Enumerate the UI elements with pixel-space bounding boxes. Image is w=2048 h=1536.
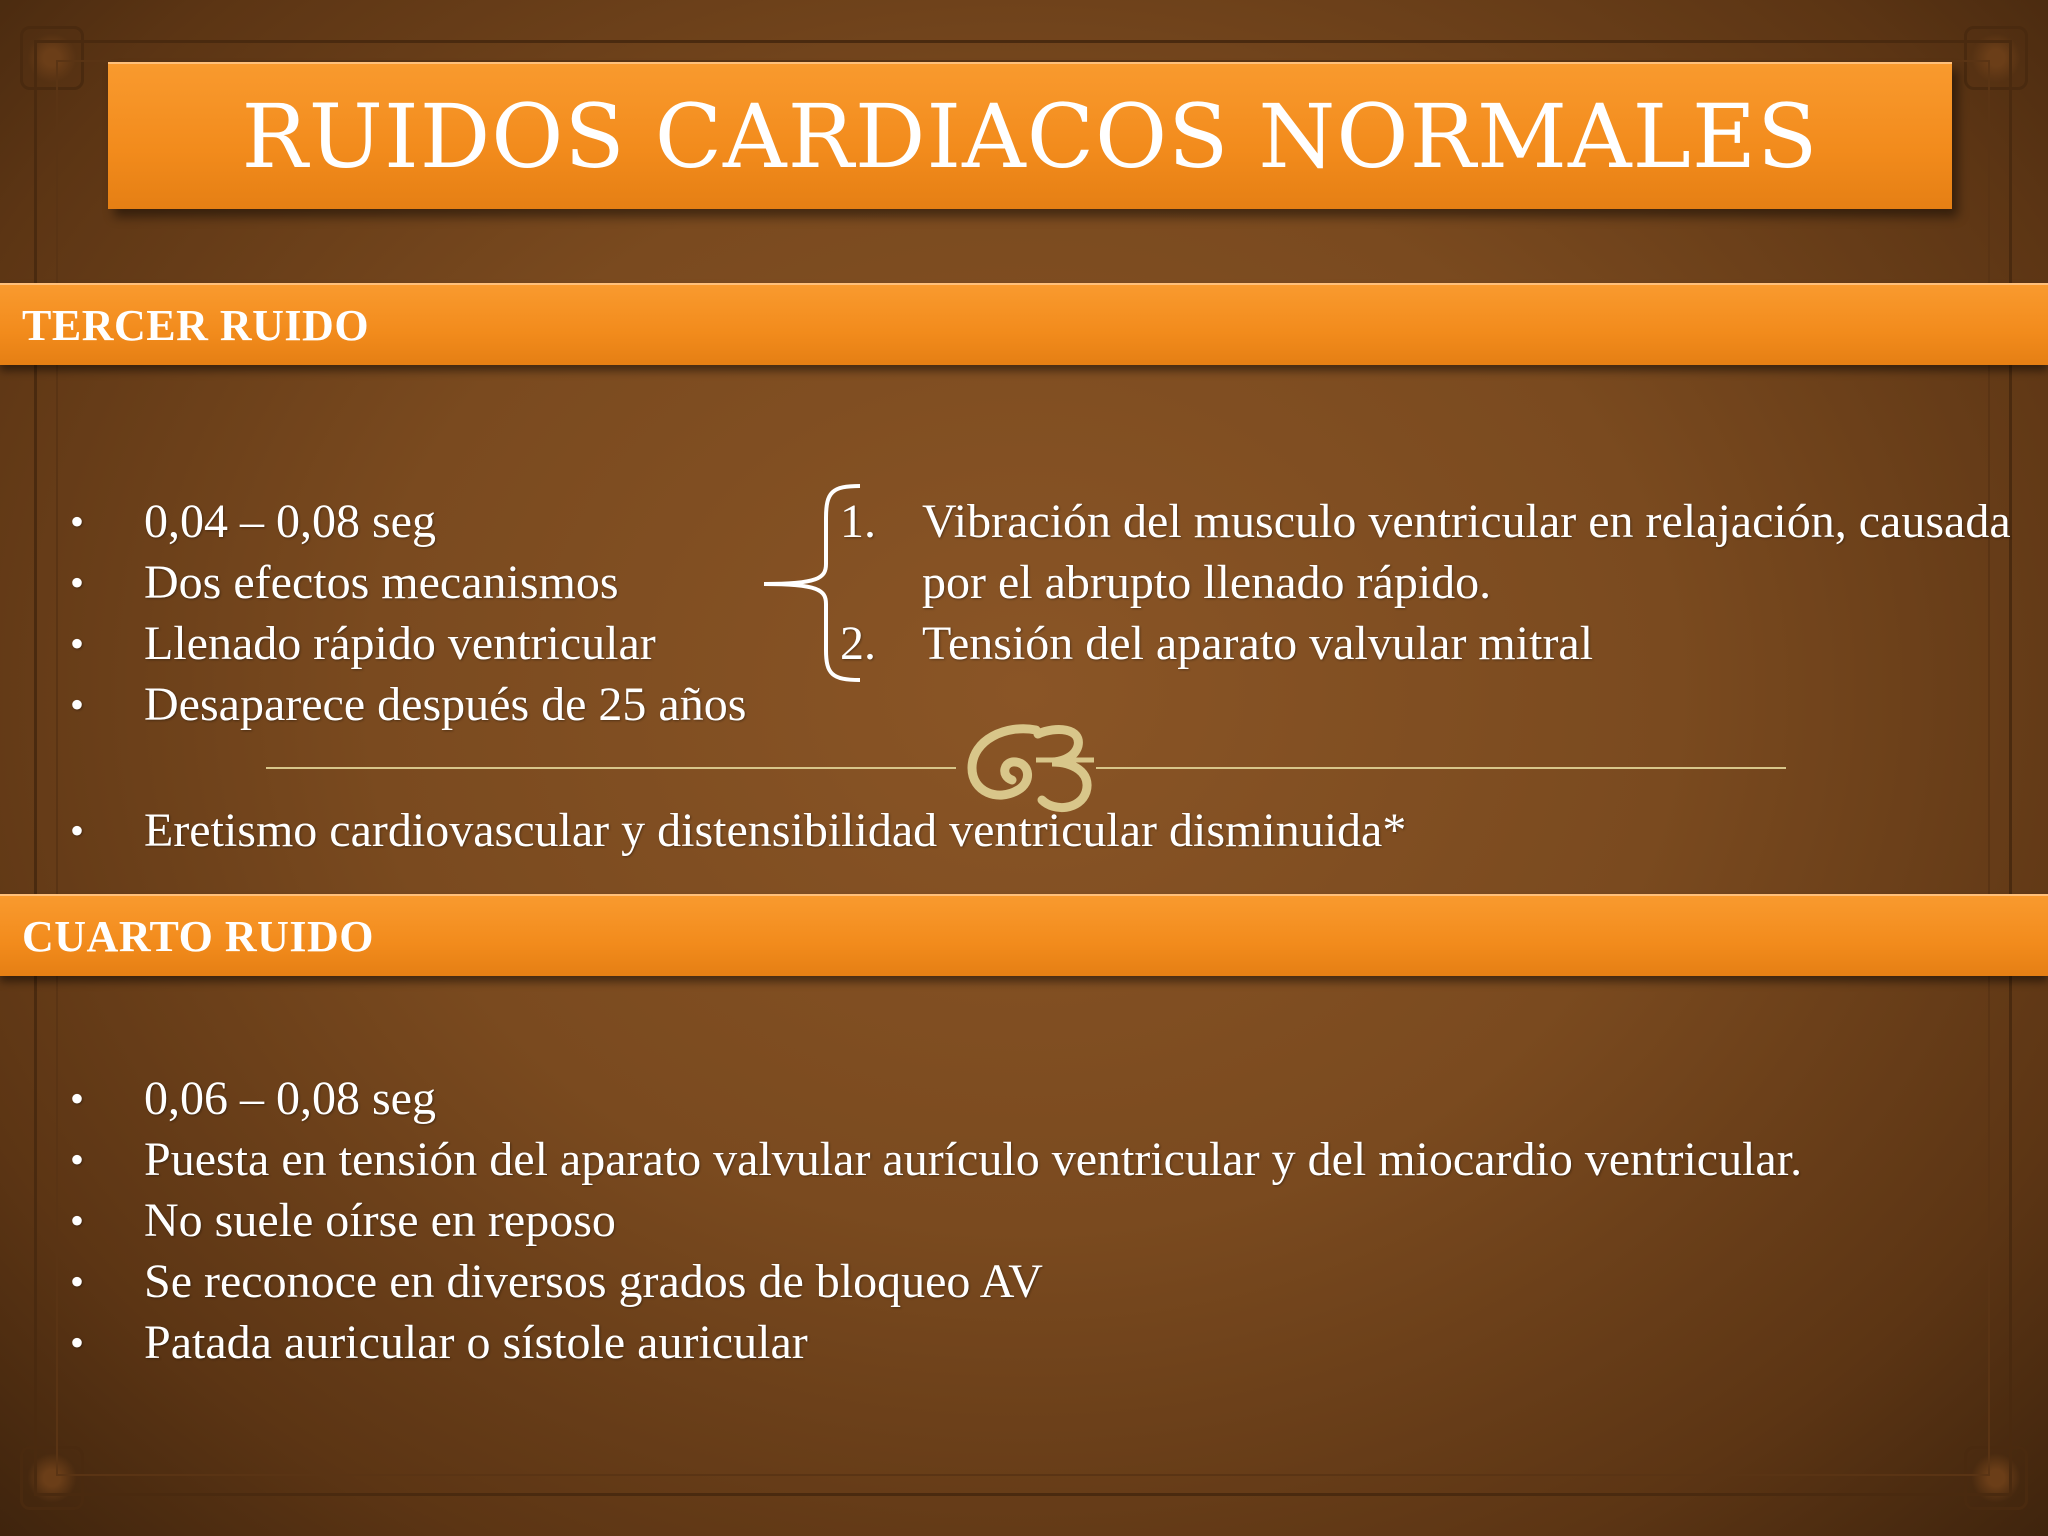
tercer-extra-list [68,800,1868,861]
list-item [840,491,2030,613]
bullet-icon: • [70,1076,85,1121]
cuarto-bullet-list [68,1068,1928,1373]
bullet-icon: • [70,682,85,727]
section-header-label: TERCER RUIDO [22,300,370,350]
bullet-text: 0,04 – 0,08 seg [144,495,436,548]
list-number: 1. [840,495,876,548]
mechanism-text: Vibración del musculo ventricular en relajación, causada por el abrupto llenado rápido. [922,495,2011,609]
list-item [68,1312,1928,1373]
slide-title: RUIDOS CARDIACOS NORMALES [241,85,1819,188]
bullet-icon: • [70,499,85,544]
bullet-icon: • [70,808,85,853]
list-item [68,1251,1928,1312]
bullet-icon: • [70,1198,85,1243]
bullet-text: Eretismo cardiovascular y distensibilidad ventricular disminuida* [144,804,1407,857]
mechanism-list [840,491,2030,674]
bullet-text: Desaparece después de 25 años [144,678,747,731]
list-item [68,1190,1928,1251]
list-number: 2. [840,617,876,670]
bullet-text: Llenado rápido ventricular [144,617,656,670]
bullet-text: Dos efectos mecanismos [144,556,619,609]
list-item [68,1129,1928,1190]
section-header-label: CUARTO RUIDO [22,911,375,961]
list-item [68,800,1868,861]
mechanism-text: Tensión del aparato valvular mitral [922,617,1594,670]
bullet-icon: • [70,1259,85,1304]
bullet-text: 0,06 – 0,08 seg [144,1072,436,1125]
list-item [68,1068,1928,1129]
bullet-text: Patada auricular o sístole auricular [144,1316,808,1369]
bullet-icon: • [70,621,85,666]
section-header-cuarto [0,894,2048,976]
title-banner [108,62,1952,209]
bullet-icon: • [70,1320,85,1365]
bullet-text: Puesta en tensión del aparato valvular aurículo ventricular y del miocardio ventricular. [144,1133,1803,1186]
section-header-tercer [0,283,2048,365]
bullet-icon: • [70,560,85,605]
bullet-icon: • [70,1137,85,1182]
bullet-text: No suele oírse en reposo [144,1194,616,1247]
list-item [840,613,2030,674]
bullet-text: Se reconoce en diversos grados de bloqueo AV [144,1255,1043,1308]
